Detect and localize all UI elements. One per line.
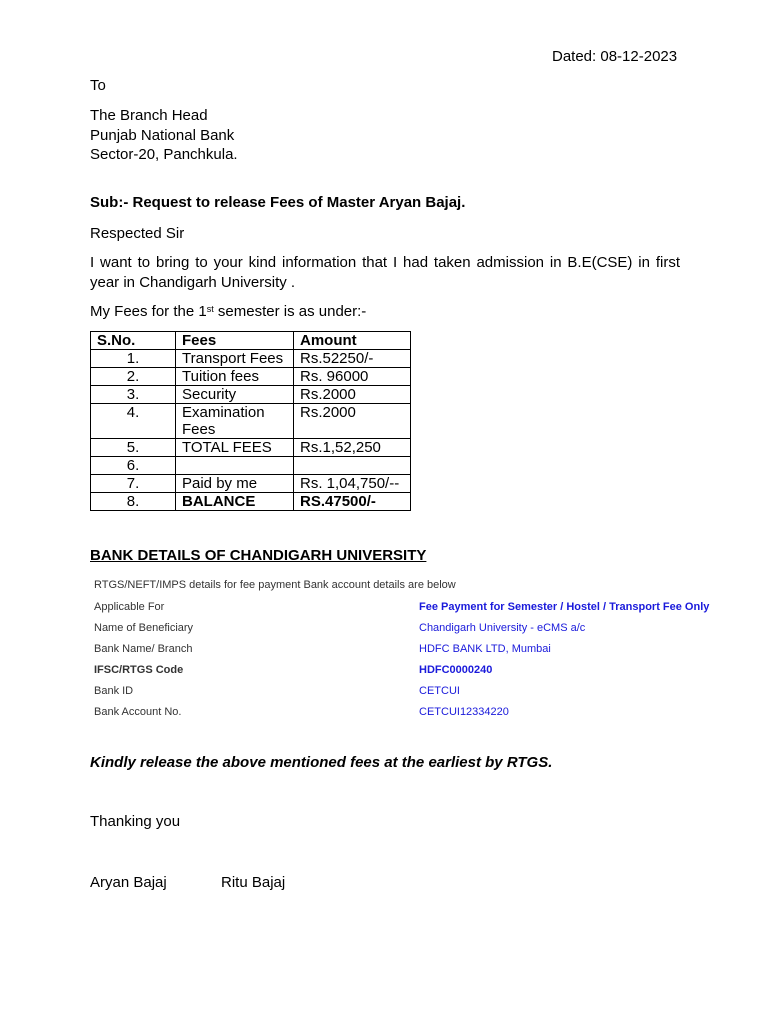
bank-details-heading: BANK DETAILS OF CHANDIGARH UNIVERSITY — [90, 547, 427, 564]
row-sno: 8. — [91, 493, 176, 511]
bank-detail-value: CETCUI — [419, 685, 460, 697]
row-sno: 2. — [91, 368, 176, 386]
fees-intro-text: My Fees for the 1 — [90, 303, 207, 320]
header-sno: S.No. — [91, 332, 176, 350]
row-fee: Examination Fees — [176, 404, 294, 439]
row-amount: Rs.52250/- — [294, 350, 411, 368]
row-sno: 1. — [91, 350, 176, 368]
bank-detail-label: Name of Beneficiary — [94, 622, 194, 634]
row-amount: Rs.2000 — [294, 404, 411, 439]
address-line: The Branch Head — [90, 107, 208, 124]
fees-intro-superscript: st — [206, 304, 214, 314]
closing-thanks: Thanking you — [90, 813, 181, 830]
row-fee — [176, 457, 294, 475]
bank-detail-value: Fee Payment for Semester / Hostel / Transport Fee Only — [419, 601, 710, 613]
bank-detail-label: Bank Account No. — [94, 706, 182, 718]
table-row — [91, 457, 411, 475]
letter-body: I want to bring to your kind information that I had taken admission in B.E(CSE) in first year in Chandigarh University . — [90, 254, 680, 291]
row-sno: 7. — [91, 475, 176, 493]
table-row — [91, 350, 411, 368]
salutation: Respected Sir — [90, 225, 185, 242]
bank-detail-label: Bank ID — [94, 685, 134, 697]
row-fee: Transport Fees — [176, 350, 294, 368]
row-amount: Rs. 1,04,750/-- — [294, 475, 411, 493]
bank-detail-value: HDFC BANK LTD, Mumbai — [419, 643, 551, 655]
table-row — [91, 475, 411, 493]
row-sno: 5. — [91, 439, 176, 457]
row-amount: Rs. 96000 — [294, 368, 411, 386]
fee-table-header — [91, 332, 411, 350]
row-fee: Paid by me — [176, 475, 294, 493]
row-fee: Security — [176, 386, 294, 404]
table-row — [91, 368, 411, 386]
table-row — [91, 493, 411, 511]
row-amount-balance: RS.47500/- — [294, 493, 411, 511]
bank-detail-value: CETCUI12334220 — [419, 706, 509, 718]
bank-details-intro: RTGS/NEFT/IMPS details for fee payment Bank account details are below — [94, 579, 456, 591]
address-line: Punjab National Bank — [90, 126, 235, 144]
bank-detail-label: IFSC/RTGS Code — [94, 664, 184, 676]
table-row — [91, 386, 411, 404]
fee-table — [90, 331, 411, 511]
address-line: Sector-20, Panchkula. — [90, 146, 238, 163]
table-row — [91, 404, 411, 439]
row-amount: Rs.2000 — [294, 386, 411, 404]
bank-detail-value: HDFC0000240 — [419, 664, 493, 676]
signatory-2: Ritu Bajaj — [221, 874, 286, 891]
row-fee: Tuition fees — [176, 368, 294, 386]
row-sno: 6. — [91, 457, 176, 475]
signatory-1: Aryan Bajaj — [90, 874, 167, 891]
row-fee-balance: BALANCE — [176, 493, 294, 511]
bank-detail-label: Applicable For — [94, 601, 165, 613]
to-label: To — [90, 77, 106, 94]
header-amount: Amount — [294, 332, 411, 350]
fees-intro-line — [90, 302, 366, 321]
header-fees: Fees — [176, 332, 294, 350]
bank-detail-label: Bank Name/ Branch — [94, 643, 193, 655]
bank-detail-value: Chandigarh University - eCMS a/c — [419, 622, 586, 634]
row-amount — [294, 457, 411, 475]
row-sno: 3. — [91, 386, 176, 404]
table-row — [91, 439, 411, 457]
release-request: Kindly release the above mentioned fees at the earliest by RTGS. — [90, 754, 553, 771]
letter-subject: Sub:- Request to release Fees of Master Aryan Bajaj. — [90, 194, 466, 211]
row-amount: Rs.1,52,250 — [294, 439, 411, 457]
row-sno: 4. — [91, 404, 176, 439]
row-fee: TOTAL FEES — [176, 439, 294, 457]
letter-date: Dated: 08-12-2023 — [552, 48, 678, 65]
recipient-address — [90, 106, 238, 165]
fees-intro-text-end: semester is as under:- — [213, 303, 367, 320]
